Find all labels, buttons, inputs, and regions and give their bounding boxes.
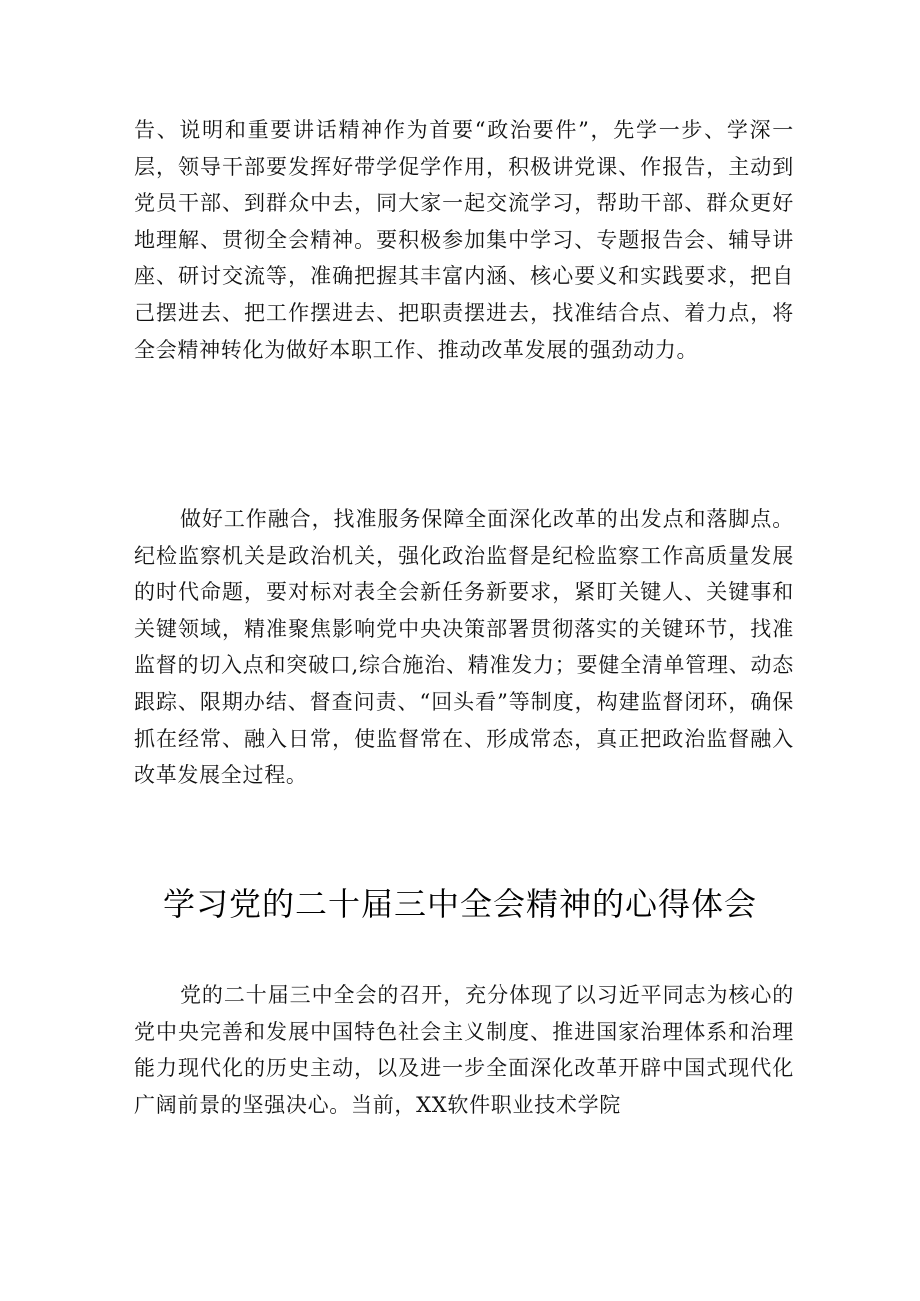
article-title: 学习党的二十届三中全会精神的心得体会	[162, 885, 757, 923]
body-paragraph-work-integration: 做好工作融合，找准服务保障全面深化改革的出发点和落脚点。纪检监察机关是政治机关，强化政治监督是纪检监察工作高质量发展的时代命题，要对标对表全会新任务新要求，紧盯关键人、关键事和关键领域，精准聚焦影响党中央决策部署贯彻落实的关键环节，找准监督的切入点和突破口,综合施治、精准发力；要健全清单管理、动态跟踪、限期办结、督查问责、“回头看”等制度，构建监督闭环，确保抓在经常、融入日常，使监督常在、形成常态，真正把政治监督融入改革发展全过程。	[134, 507, 794, 788]
body-paragraph-continued: 告、说明和重要讲话精神作为首要“政治要件”，先学一步、学深一层，领导干部要发挥好带学促学作用，积极讲党课、作报告，主动到党员干部、到群众中去，同大家一起交流学习，帮助干部、群众更好地理解、贯彻全会精神。要积极参加集中学习、专题报告会、辅导讲座、研讨交流等，准确把握其丰富内涵、核心要义和实践要求，把自己摆进去、把工作摆进去、把职责摆进去，找准结合点、着力点，将全会精神转化为做好本职工作、推动改革发展的强劲动力。	[134, 118, 794, 362]
article-intro-paragraph: 党的二十届三中全会的召开，充分体现了以习近平同志为核心的党中央完善和发展中国特色社会主义制度、推进国家治理体系和治理能力现代化的历史主动，以及进一步全面深化改革开辟中国式现代化广阔前景的坚强决心。当前，XX软件职业技术学院	[134, 983, 794, 1117]
